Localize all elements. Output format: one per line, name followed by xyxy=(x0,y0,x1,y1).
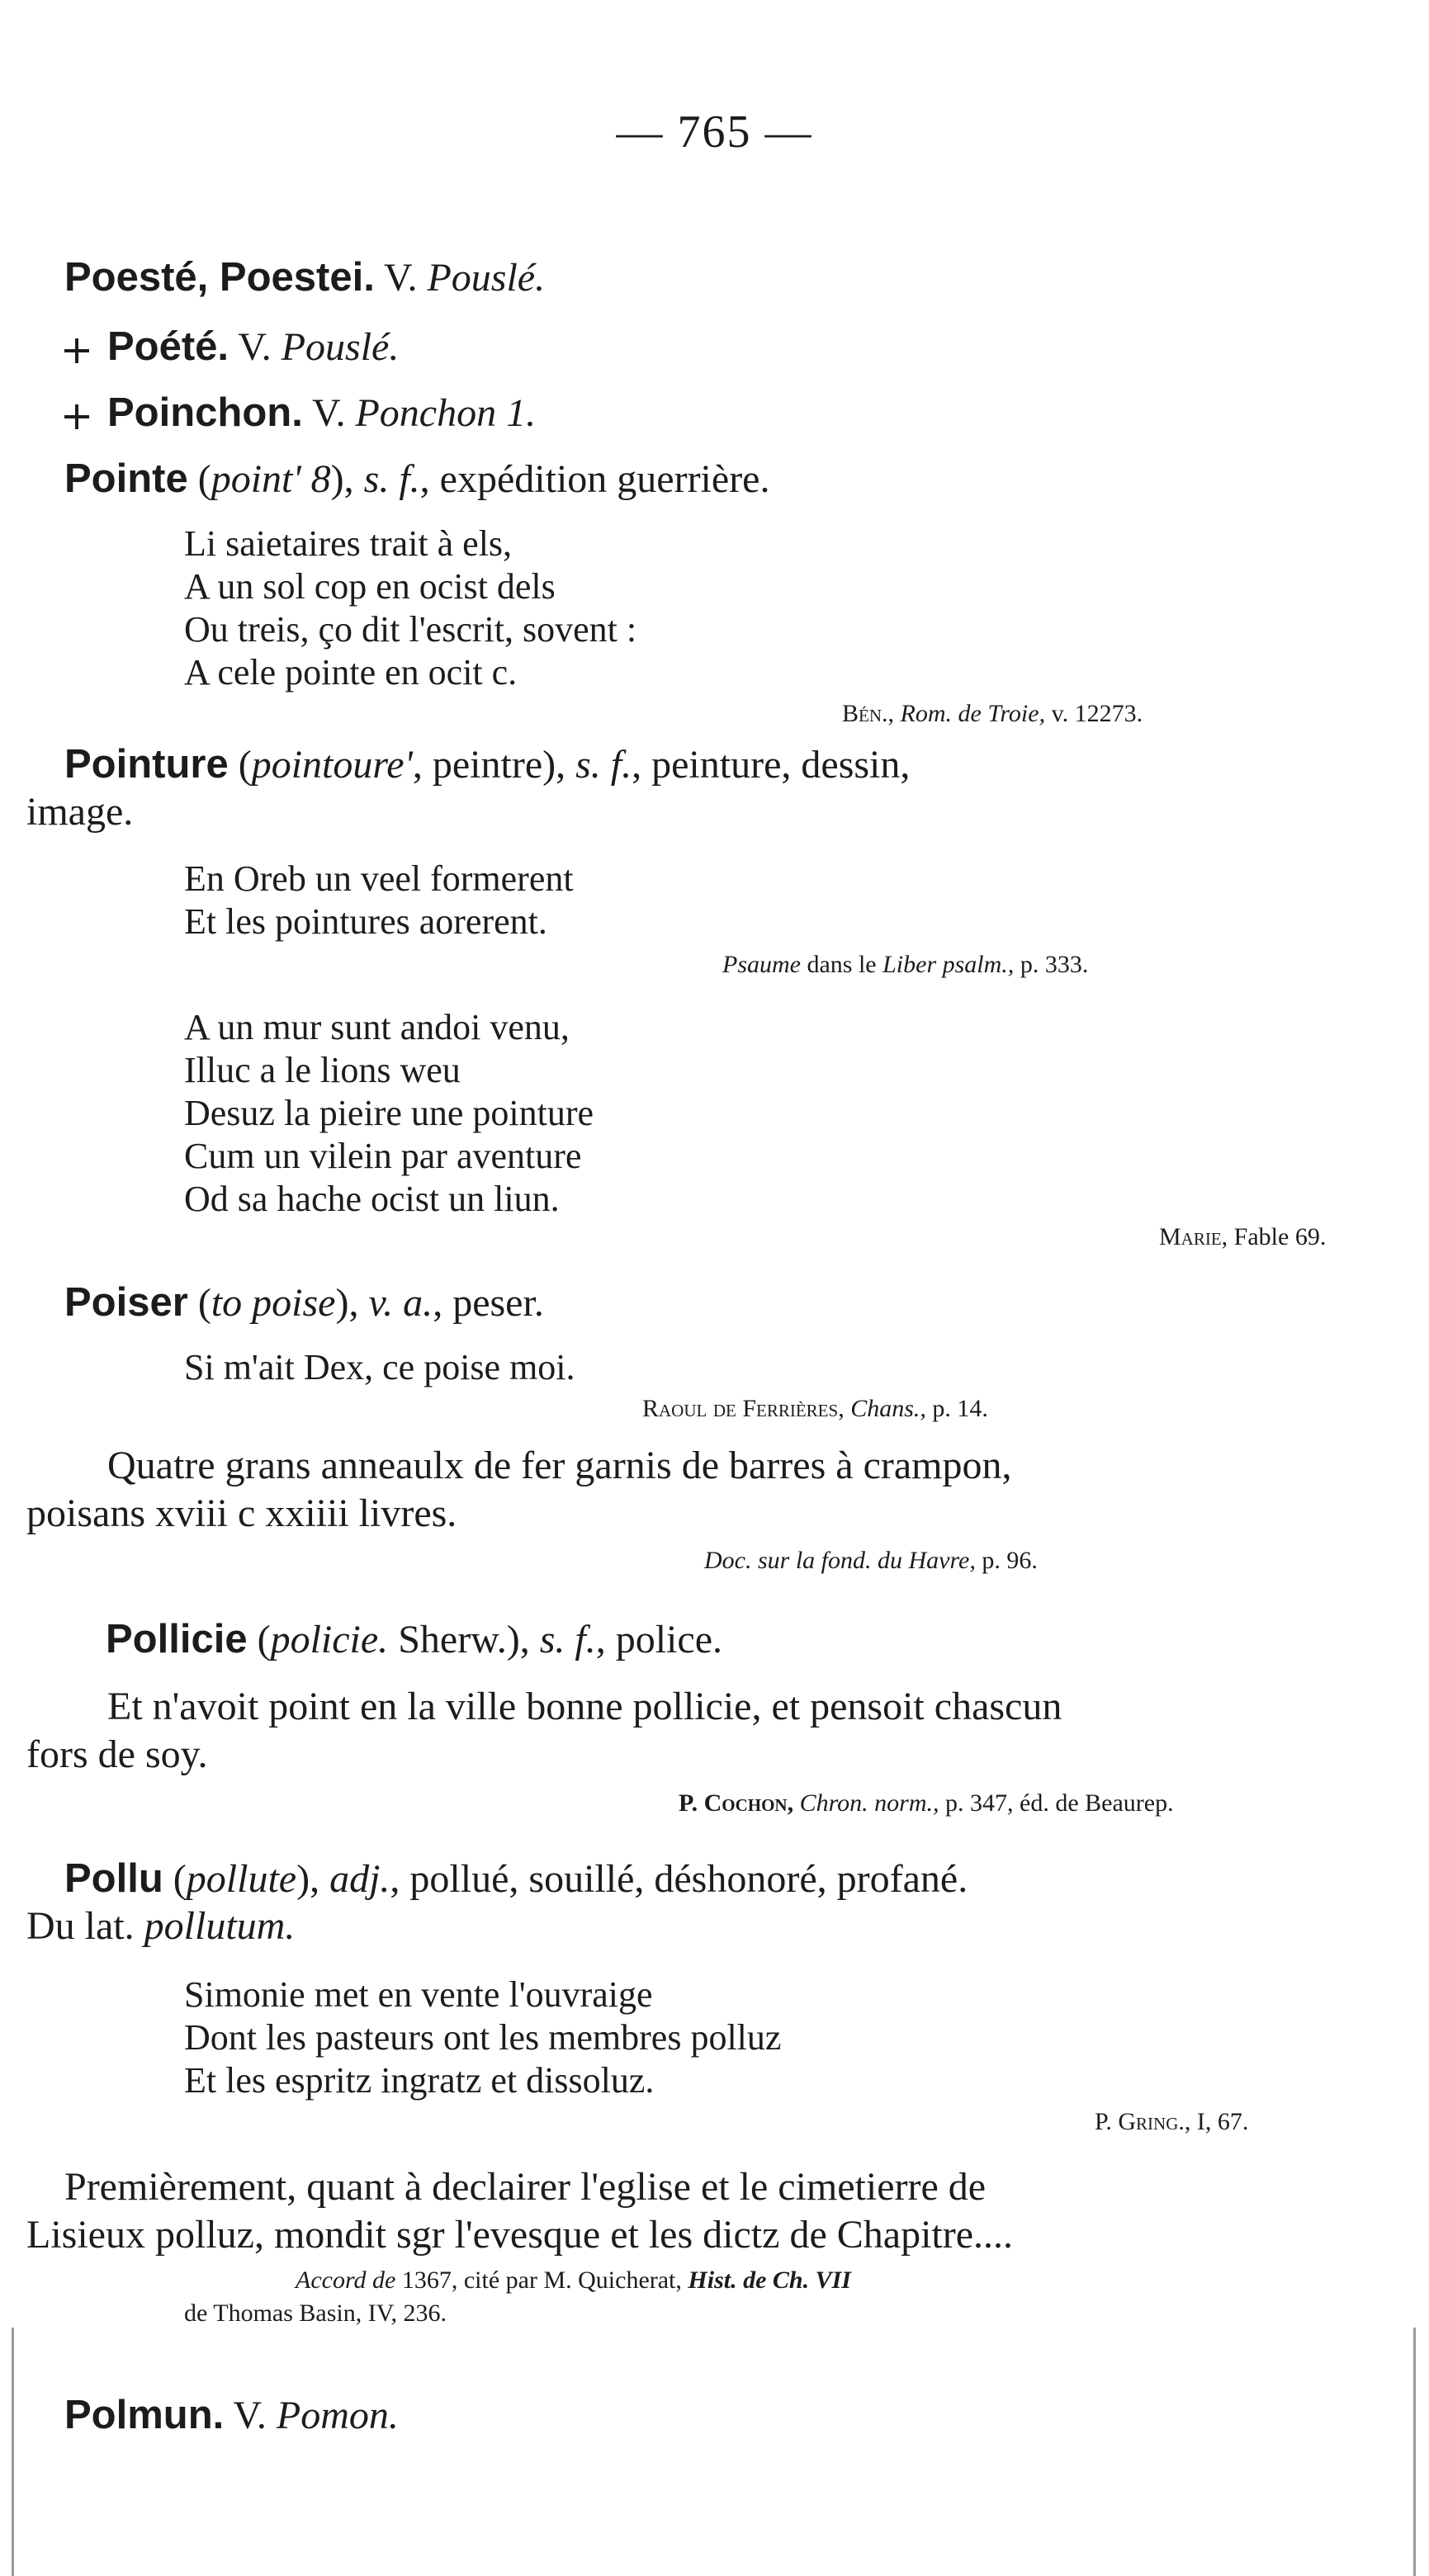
ref-marker: V. xyxy=(238,325,272,369)
citation xyxy=(722,951,1088,980)
prose-line: Premièrement, quant à declairer l'eglise et le cimetierre de xyxy=(64,2165,987,2209)
scan-edge-right xyxy=(1413,2328,1416,2576)
verse-line: A un sol cop en ocist dels xyxy=(184,566,556,607)
prose-line: Quatre grans anneaulx de fer garnis de barres à crampon, xyxy=(107,1444,1012,1487)
etymology: point' 8 xyxy=(211,457,331,501)
headword: Pollicie xyxy=(106,1617,248,1661)
cite-work: Liber psalm., xyxy=(882,951,1015,978)
prose-line: Et n'avoit point en la ville bonne pollicie, et pensoit chascun xyxy=(107,1685,1062,1728)
paren: ( xyxy=(238,743,252,787)
verse-line: Cum un vilein par aventure xyxy=(184,1136,582,1176)
prose-line: fors de soy. xyxy=(26,1732,208,1776)
verse-line: Od sa hache ocist un liun. xyxy=(184,1179,560,1219)
verse-line: Ou treis, ço dit l'escrit, sovent : xyxy=(184,609,637,650)
ref-marker: V. xyxy=(233,2394,267,2437)
headword: Pointure xyxy=(64,742,229,787)
etymology: pointoure' xyxy=(251,743,413,787)
entry-poiser xyxy=(64,1279,544,1326)
grammar: s. f. xyxy=(539,1618,596,1661)
headword: Pointe xyxy=(64,456,188,501)
verse-line: Li saietaires trait à els, xyxy=(184,523,513,564)
verse-line: Et les espritz ingratz et dissoluz. xyxy=(184,2060,655,2101)
cite-locus: Fable 69. xyxy=(1233,1223,1327,1250)
citation xyxy=(704,1547,1038,1576)
cite-work: Rom. de Troie, xyxy=(900,700,1046,727)
prose-line: Lisieux polluz, mondit sgr l'evesque et les dictz de Chapitre.... xyxy=(26,2213,1014,2257)
paren: ), xyxy=(335,1281,359,1325)
citation xyxy=(1095,2108,1248,2137)
verse-line: Simonie met en vente l'ouvraige xyxy=(184,1974,653,2015)
citation xyxy=(842,700,1143,729)
ref-target: Pouslé. xyxy=(427,256,546,300)
ref-target: Ponchon 1. xyxy=(355,391,537,435)
entry-pointure xyxy=(64,741,910,787)
headword: Pollu xyxy=(64,1856,163,1901)
definition-continued xyxy=(26,1903,295,1949)
cross-icon xyxy=(64,404,89,429)
verse-line: A cele pointe en ocit c. xyxy=(184,652,518,692)
definition: , expédition guerrière. xyxy=(419,457,770,501)
latin-source: pollutum. xyxy=(144,1904,296,1948)
grammar: adj. xyxy=(329,1857,390,1901)
verse-line: A un mur sunt andoi venu, xyxy=(184,1007,570,1047)
cite-locus: I, 67. xyxy=(1196,2108,1249,2135)
headword: Polmun. xyxy=(64,2393,225,2437)
entry-pollicie xyxy=(106,1616,722,1662)
cite-author: Bén., xyxy=(842,700,895,727)
page-number: — 765 — xyxy=(616,106,813,158)
citation xyxy=(642,1395,988,1424)
ref-marker: V. xyxy=(383,256,418,300)
cite-work: Chron. norm., xyxy=(799,1789,939,1817)
etymology: policie. xyxy=(270,1618,389,1661)
headword: Poesté, Poestei. xyxy=(64,255,375,300)
grammar: v. a. xyxy=(368,1281,433,1325)
citation xyxy=(296,2266,851,2295)
paren: ( xyxy=(173,1857,187,1901)
headword: Poété. xyxy=(107,324,229,369)
verse-line: Si m'ait Dex, ce poise moi. xyxy=(184,1347,575,1387)
etymology: to poise xyxy=(211,1281,336,1325)
headword: Poinchon. xyxy=(107,390,303,435)
ref-marker: V. xyxy=(311,391,346,435)
definition: , peser. xyxy=(433,1281,544,1325)
paren: ( xyxy=(197,1281,211,1325)
cite-locus: p. 333. xyxy=(1020,951,1089,978)
cite-work: Psaume xyxy=(722,951,801,978)
citation-continued: de Thomas Basin, IV, 236. xyxy=(184,2299,447,2327)
definition: , police. xyxy=(595,1618,722,1661)
paren: ), xyxy=(330,457,354,501)
cite-locus: p. 96. xyxy=(982,1547,1038,1574)
cite-locus: v. 12273. xyxy=(1051,700,1143,727)
definition-continued: image. xyxy=(26,790,134,834)
cite-work: Hist. de Ch. VII xyxy=(688,2266,851,2294)
cite-work: Accord de xyxy=(296,2266,396,2294)
ref-target: Pomon. xyxy=(276,2394,399,2437)
cross-icon xyxy=(64,338,89,363)
prose-line: poisans xviii c xxiiii livres. xyxy=(26,1491,457,1535)
paren: ( xyxy=(197,457,211,501)
cite-author: Raoul de Ferrières, xyxy=(642,1395,845,1422)
entry-pollu xyxy=(64,1855,968,1902)
cite-work: Chans., xyxy=(850,1395,926,1422)
scan-edge-left xyxy=(12,2328,14,2576)
definition: , pollué, souillé, déshonoré, profané. xyxy=(390,1857,968,1901)
verse-line: Desuz la pieire une pointure xyxy=(184,1093,594,1133)
etymology-gloss: Sherw.), xyxy=(388,1618,530,1661)
grammar: s. f. xyxy=(575,743,632,787)
cite-author: Marie, xyxy=(1159,1223,1228,1250)
cite-work: Doc. sur la fond. du Havre, xyxy=(704,1547,976,1574)
entry-poinchon xyxy=(64,390,536,436)
entry-poeste xyxy=(64,254,545,300)
verse-line: Illuc a le lions weu xyxy=(184,1050,461,1090)
cite-author: P. Cochon, xyxy=(679,1789,794,1817)
etymology: pollute xyxy=(186,1857,297,1901)
citation xyxy=(1159,1223,1326,1252)
ref-target: Pouslé. xyxy=(281,325,400,369)
verse-line: Dont les pasteurs ont les membres polluz xyxy=(184,2017,782,2058)
grammar: s. f. xyxy=(363,457,420,501)
etymology-gloss: , peintre), xyxy=(412,743,566,787)
cite-connector: dans le xyxy=(807,951,877,978)
cite-connector: 1367, cité par M. Quicherat, xyxy=(401,2266,682,2294)
headword: Poiser xyxy=(64,1280,188,1325)
verse-line: Et les pointures aorerent. xyxy=(184,901,547,942)
cite-locus: p. 14. xyxy=(932,1395,988,1422)
definition-text: Du lat. xyxy=(26,1904,135,1948)
paren: ( xyxy=(257,1618,271,1661)
verse-line: En Oreb un veel formerent xyxy=(184,858,574,899)
entry-pointe xyxy=(64,456,769,502)
entry-polmun xyxy=(64,2392,399,2438)
entry-poete xyxy=(64,324,399,370)
citation xyxy=(679,1789,1174,1818)
paren: ), xyxy=(296,1857,320,1901)
cite-author: P. Gring., xyxy=(1095,2108,1191,2135)
definition: , peinture, dessin, xyxy=(632,743,911,787)
cite-locus: p. 347, éd. de Beaurep. xyxy=(945,1789,1174,1817)
